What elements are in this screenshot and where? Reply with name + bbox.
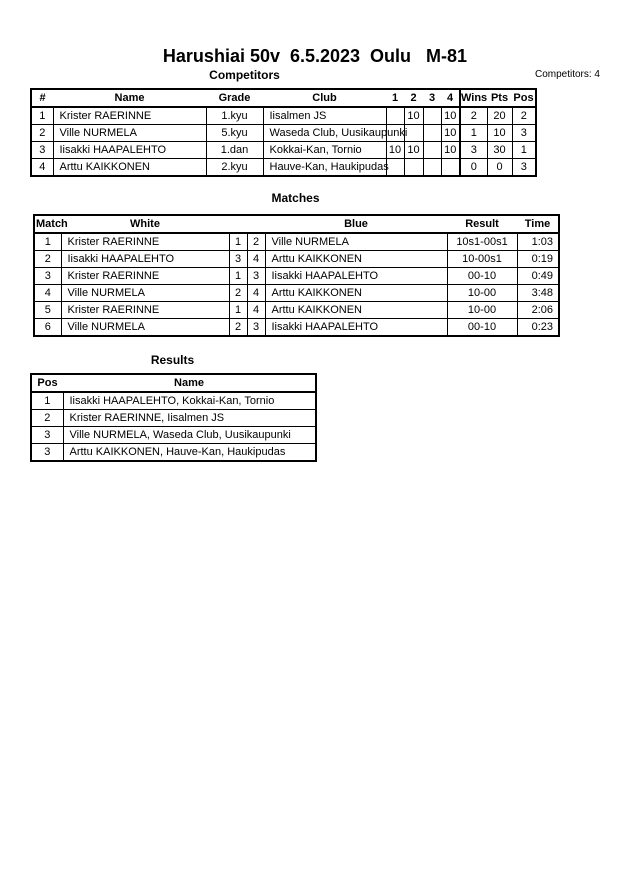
- col-header-time: Time: [517, 215, 559, 233]
- cell-result: 00-10: [447, 268, 517, 285]
- cell-pos: 3: [512, 159, 536, 177]
- cell-grade: 1.dan: [206, 142, 263, 159]
- col-header-club: Club: [263, 89, 386, 107]
- cell-match-number: 6: [34, 319, 61, 337]
- cell-score-3: [423, 125, 441, 142]
- cell-result: 10s1-00s1: [447, 233, 517, 251]
- cell-result: 00-10: [447, 319, 517, 337]
- cell-result: 10-00s1: [447, 251, 517, 268]
- cell-score-4: [441, 159, 460, 177]
- competitors-heading: Competitors: [209, 68, 280, 82]
- cell-wins: 1: [460, 125, 487, 142]
- cell-blue-name: Arttu KAIKKONEN: [265, 302, 447, 319]
- results-header-row: [31, 374, 316, 392]
- col-header-match: Match: [34, 215, 61, 233]
- col-header-opp1: 1: [386, 89, 404, 107]
- cell-time: 2:06: [517, 302, 559, 319]
- cell-name: Iisakki HAAPALEHTO, Kokkai-Kan, Tornio: [63, 392, 316, 410]
- cell-wins: 3: [460, 142, 487, 159]
- cell-pos: 3: [31, 444, 63, 462]
- cell-white-number: 1: [229, 302, 247, 319]
- cell-blue-number: 3: [247, 319, 265, 337]
- cell-number: 2: [31, 125, 53, 142]
- cell-score-1: 10: [386, 142, 404, 159]
- competitor-row: [31, 125, 536, 142]
- col-header-pos: Pos: [512, 89, 536, 107]
- cell-white-number: 2: [229, 285, 247, 302]
- cell-time: 1:03: [517, 233, 559, 251]
- cell-grade: 2.kyu: [206, 159, 263, 177]
- cell-name: Iisakki HAAPALEHTO: [53, 142, 206, 159]
- result-row: [31, 444, 316, 462]
- cell-number: 4: [31, 159, 53, 177]
- competitors-count-label: Competitors: 4: [534, 69, 600, 80]
- cell-time: 0:23: [517, 319, 559, 337]
- col-header-result: Result: [447, 215, 517, 233]
- col-header-blue-num: [247, 215, 265, 233]
- matches-heading: Matches: [271, 191, 320, 205]
- cell-grade: 1.kyu: [206, 107, 263, 125]
- cell-score-2: [404, 159, 423, 177]
- results-table: [30, 373, 317, 462]
- cell-match-number: 5: [34, 302, 61, 319]
- cell-score-4: 10: [441, 107, 460, 125]
- col-header-wins: Wins: [460, 89, 487, 107]
- result-row: [31, 392, 316, 410]
- cell-club: Kokkai-Kan, Tornio: [263, 142, 386, 159]
- col-header-grade: Grade: [206, 89, 263, 107]
- cell-club: Hauve-Kan, Haukipudas: [263, 159, 386, 177]
- cell-match-number: 3: [34, 268, 61, 285]
- cell-match-number: 4: [34, 285, 61, 302]
- cell-time: 3:48: [517, 285, 559, 302]
- match-row: [34, 285, 559, 302]
- cell-name: Arttu KAIKKONEN: [53, 159, 206, 177]
- cell-pos: 3: [31, 427, 63, 444]
- cell-blue-name: Arttu KAIKKONEN: [265, 285, 447, 302]
- cell-white-number: 1: [229, 233, 247, 251]
- cell-white-name: Ville NURMELA: [61, 285, 229, 302]
- cell-blue-number: 4: [247, 251, 265, 268]
- cell-white-number: 1: [229, 268, 247, 285]
- col-header-number: #: [31, 89, 53, 107]
- cell-pts: 20: [487, 107, 512, 125]
- match-row: [34, 268, 559, 285]
- cell-score-3: [423, 107, 441, 125]
- cell-score-2: 10: [404, 142, 423, 159]
- col-header-name: Name: [53, 89, 206, 107]
- cell-wins: 2: [460, 107, 487, 125]
- cell-result: 10-00: [447, 285, 517, 302]
- match-row: [34, 319, 559, 337]
- cell-pts: 10: [487, 125, 512, 142]
- page-title: Harushiai 50v 6.5.2023 Oulu M-81: [162, 46, 468, 66]
- match-row: [34, 302, 559, 319]
- matches-table: [33, 214, 560, 337]
- results-heading: Results: [150, 353, 195, 367]
- cell-pos: 1: [512, 142, 536, 159]
- cell-score-4: 10: [441, 125, 460, 142]
- cell-club: Waseda Club, Uusikaupunki: [263, 125, 386, 142]
- col-header-pts: Pts: [487, 89, 512, 107]
- match-row: [34, 233, 559, 251]
- cell-score-3: [423, 142, 441, 159]
- cell-blue-number: 4: [247, 302, 265, 319]
- cell-blue-number: 3: [247, 268, 265, 285]
- cell-name: Ville NURMELA: [53, 125, 206, 142]
- competitor-row: [31, 107, 536, 125]
- match-row: [34, 251, 559, 268]
- col-header-name: Name: [63, 374, 316, 392]
- competitors-table: [30, 88, 537, 177]
- cell-blue-name: Iisakki HAAPALEHTO: [265, 268, 447, 285]
- competitor-row: [31, 159, 536, 177]
- cell-score-4: 10: [441, 142, 460, 159]
- cell-pos: 1: [31, 392, 63, 410]
- cell-white-number: 2: [229, 319, 247, 337]
- cell-score-3: [423, 159, 441, 177]
- cell-blue-number: 2: [247, 233, 265, 251]
- cell-blue-name: Ville NURMELA: [265, 233, 447, 251]
- cell-name: Ville NURMELA, Waseda Club, Uusikaupunki: [63, 427, 316, 444]
- col-header-blue: Blue: [265, 215, 447, 233]
- cell-white-number: 3: [229, 251, 247, 268]
- cell-pos: 3: [512, 125, 536, 142]
- cell-name: Arttu KAIKKONEN, Hauve-Kan, Haukipudas: [63, 444, 316, 462]
- col-header-pos: Pos: [31, 374, 63, 392]
- col-header-opp4: 4: [441, 89, 460, 107]
- cell-white-name: Krister RAERINNE: [61, 302, 229, 319]
- cell-grade: 5.kyu: [206, 125, 263, 142]
- result-row: [31, 427, 316, 444]
- cell-pts: 0: [487, 159, 512, 177]
- cell-white-name: Krister RAERINNE: [61, 268, 229, 285]
- result-row: [31, 410, 316, 427]
- cell-pos: 2: [512, 107, 536, 125]
- cell-match-number: 1: [34, 233, 61, 251]
- competitors-header-row: [31, 89, 536, 107]
- cell-club: Iisalmen JS: [263, 107, 386, 125]
- competitor-row: [31, 142, 536, 159]
- cell-blue-name: Arttu KAIKKONEN: [265, 251, 447, 268]
- cell-score-2: 10: [404, 107, 423, 125]
- cell-time: 0:19: [517, 251, 559, 268]
- cell-number: 3: [31, 142, 53, 159]
- cell-pos: 2: [31, 410, 63, 427]
- col-header-white-num: [229, 215, 247, 233]
- cell-number: 1: [31, 107, 53, 125]
- cell-blue-name: Iisakki HAAPALEHTO: [265, 319, 447, 337]
- matches-header-row: [34, 215, 559, 233]
- cell-blue-number: 4: [247, 285, 265, 302]
- cell-name: Krister RAERINNE, Iisalmen JS: [63, 410, 316, 427]
- cell-wins: 0: [460, 159, 487, 177]
- col-header-white: White: [61, 215, 229, 233]
- cell-pts: 30: [487, 142, 512, 159]
- cell-white-name: Ville NURMELA: [61, 319, 229, 337]
- col-header-opp3: 3: [423, 89, 441, 107]
- cell-time: 0:49: [517, 268, 559, 285]
- cell-score-1: [386, 107, 404, 125]
- col-header-opp2: 2: [404, 89, 423, 107]
- cell-white-name: Krister RAERINNE: [61, 233, 229, 251]
- cell-white-name: Iisakki HAAPALEHTO: [61, 251, 229, 268]
- cell-name: Krister RAERINNE: [53, 107, 206, 125]
- cell-match-number: 2: [34, 251, 61, 268]
- cell-result: 10-00: [447, 302, 517, 319]
